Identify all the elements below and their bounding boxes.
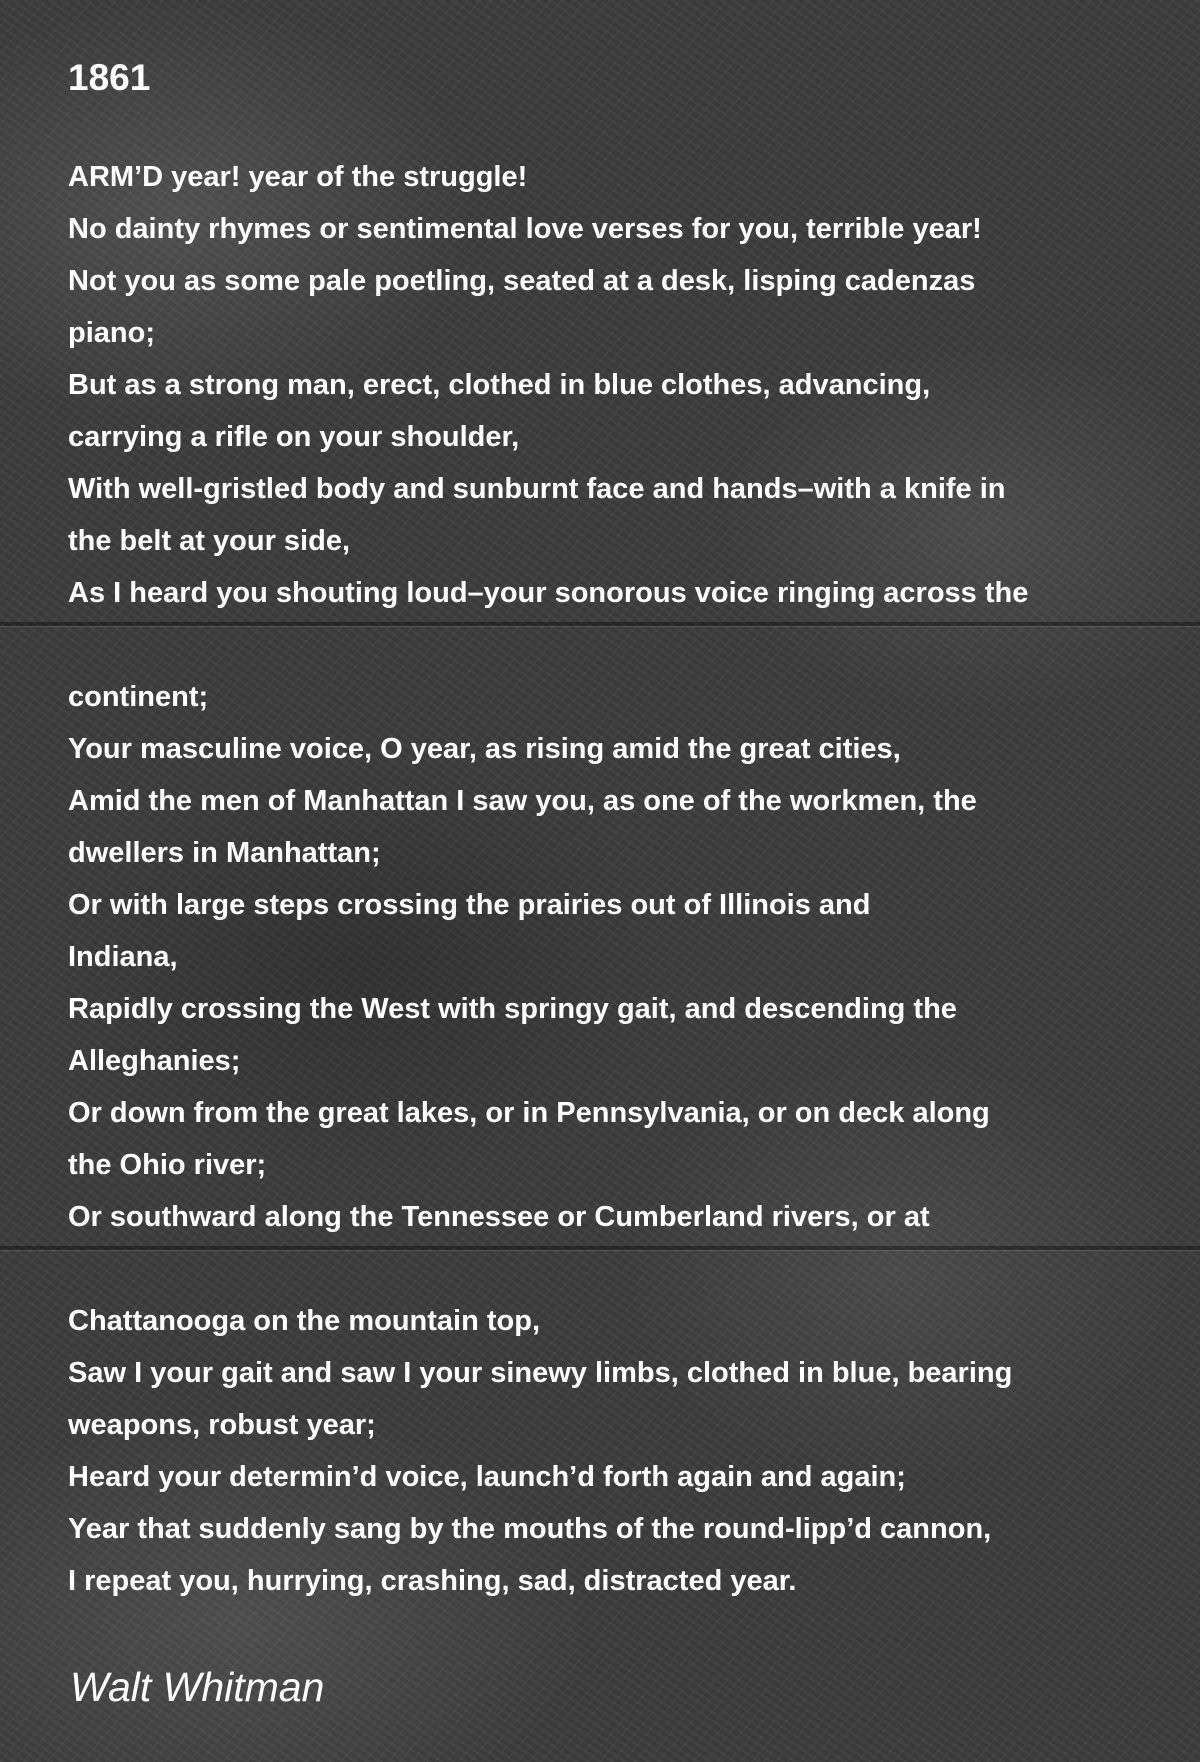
poem-line: Not you as some pale poetling, seated at a desk, lisping cadenzas: [68, 265, 976, 297]
poem-line: But as a strong man, erect, clothed in blue clothes, advancing,: [68, 369, 931, 401]
poem-line: Year that suddenly sang by the mouths of the round-lipp’d cannon,: [68, 1513, 992, 1545]
poem-line: Heard your determin’d voice, launch’d forth again and again;: [68, 1461, 906, 1493]
poem-line: piano;: [68, 317, 155, 349]
poem-line: Indiana,: [68, 941, 178, 973]
poem-line: Or down from the great lakes, or in Pennsylvania, or on deck along: [68, 1097, 990, 1129]
poem-line: With well-gristled body and sunburnt face and hands–with a knife in: [68, 473, 1006, 505]
poem-line: dwellers in Manhattan;: [68, 837, 381, 869]
poem-line: As I heard you shouting loud–your sonorous voice ringing across the: [68, 577, 1029, 609]
author-signature: Walt Whitman: [70, 1664, 325, 1710]
poem-line: Or with large steps crossing the prairies out of Illinois and: [68, 889, 871, 921]
poem-line: Rapidly crossing the West with springy gait, and descending the: [68, 993, 957, 1025]
poem-body: [68, 151, 1148, 1607]
poem-line: Chattanooga on the mountain top,: [68, 1305, 541, 1337]
poem-line: Saw I your gait and saw I your sinewy limbs, clothed in blue, bearing: [68, 1357, 1013, 1389]
poem-line: I repeat you, hurrying, crashing, sad, distracted year.: [68, 1565, 797, 1597]
poem-line: the belt at your side,: [68, 525, 350, 557]
poem-line: Alleghanies;: [68, 1045, 241, 1077]
poem-line: Amid the men of Manhattan I saw you, as one of the workmen, the: [68, 785, 977, 817]
poem-title: 1861: [68, 57, 151, 98]
poem-line: No dainty rhymes or sentimental love verses for you, terrible year!: [68, 213, 982, 245]
poem-line: continent;: [68, 681, 209, 713]
poem-line: carrying a rifle on your shoulder,: [68, 421, 520, 453]
poem-line: the Ohio river;: [68, 1149, 267, 1181]
poem-line: ARM’D year! year of the struggle!: [68, 161, 528, 193]
poem-line: Your masculine voice, O year, as rising amid the great cities,: [68, 733, 901, 765]
poem-line: Or southward along the Tennessee or Cumberland rivers, or at: [68, 1201, 930, 1233]
poem-line: weapons, robust year;: [68, 1409, 376, 1441]
